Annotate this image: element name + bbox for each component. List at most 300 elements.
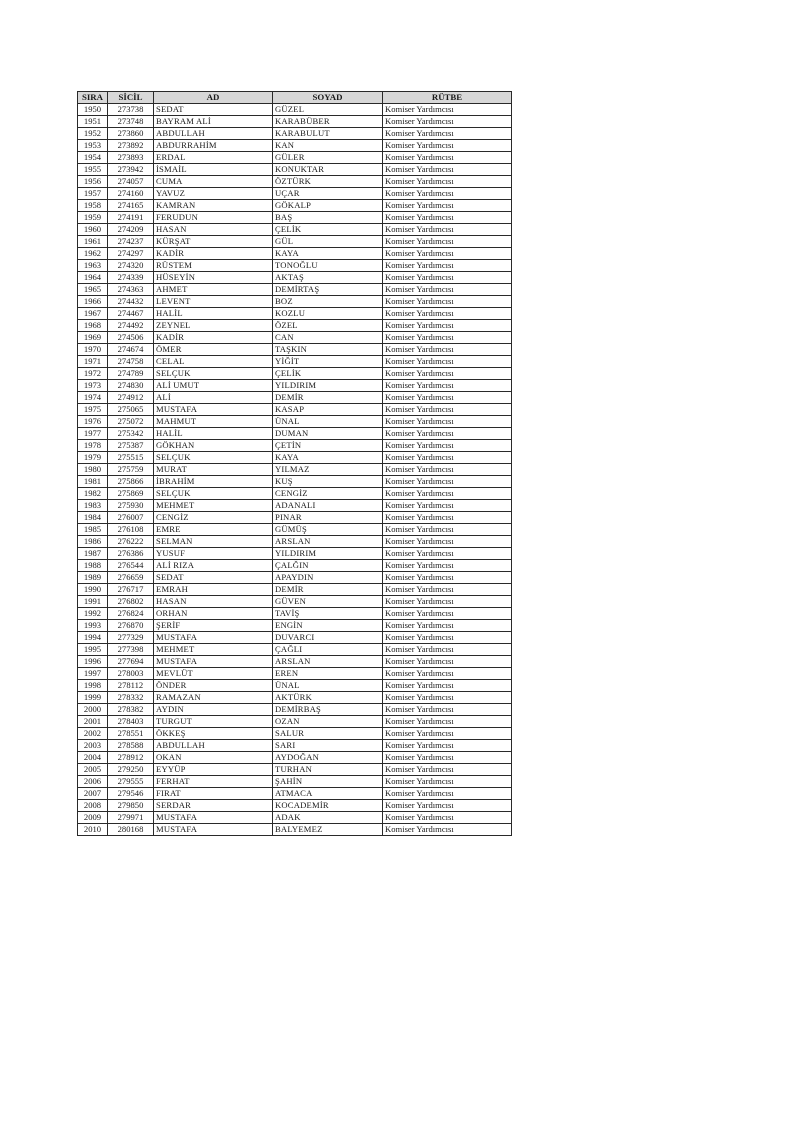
cell-sira: 1985 [78,524,108,536]
cell-ad: LEVENT [154,296,273,308]
cell-sicil: 274160 [108,188,154,200]
cell-ad: HASAN [154,224,273,236]
cell-sicil: 276824 [108,608,154,620]
cell-sira: 1951 [78,116,108,128]
cell-ad: EMRE [154,524,273,536]
cell-rutbe: Komiser Yardımcısı [383,236,512,248]
table-row [78,104,512,116]
cell-sicil: 278912 [108,752,154,764]
cell-ad: KAMRAN [154,200,273,212]
cell-sira: 2002 [78,728,108,740]
cell-soyad: AKTAŞ [273,272,383,284]
cell-soyad: ARSLAN [273,536,383,548]
cell-ad: ORHAN [154,608,273,620]
cell-sicil: 274209 [108,224,154,236]
cell-sira: 2005 [78,764,108,776]
table-row [78,608,512,620]
cell-sira: 1957 [78,188,108,200]
table-row [78,236,512,248]
cell-rutbe: Komiser Yardımcısı [383,188,512,200]
header-row [78,92,512,104]
cell-sicil: 273860 [108,128,154,140]
cell-soyad: DEMİR [273,584,383,596]
cell-rutbe: Komiser Yardımcısı [383,656,512,668]
cell-sicil: 275072 [108,416,154,428]
cell-rutbe: Komiser Yardımcısı [383,260,512,272]
cell-ad: HALİL [154,308,273,320]
cell-sicil: 278403 [108,716,154,728]
cell-rutbe: Komiser Yardımcısı [383,104,512,116]
table-row [78,788,512,800]
cell-sicil: 276802 [108,596,154,608]
cell-soyad: YILDIRIM [273,380,383,392]
table-row [78,764,512,776]
cell-sira: 2004 [78,752,108,764]
cell-ad: SEDAT [154,104,273,116]
cell-rutbe: Komiser Yardımcısı [383,632,512,644]
cell-soyad: ÖZEL [273,320,383,332]
cell-ad: CELAL [154,356,273,368]
cell-rutbe: Komiser Yardımcısı [383,128,512,140]
cell-soyad: ARSLAN [273,656,383,668]
header-rutbe: RÜTBE [383,92,512,104]
cell-ad: ABDULLAH [154,740,273,752]
cell-ad: AYDIN [154,704,273,716]
cell-ad: ÖKKEŞ [154,728,273,740]
cell-rutbe: Komiser Yardımcısı [383,176,512,188]
cell-soyad: SALUR [273,728,383,740]
cell-sicil: 274789 [108,368,154,380]
cell-sicil: 279250 [108,764,154,776]
cell-sicil: 280168 [108,824,154,836]
table-row [78,260,512,272]
cell-rutbe: Komiser Yardımcısı [383,476,512,488]
header-soyad: SOYAD [273,92,383,104]
cell-ad: MURAT [154,464,273,476]
cell-sira: 1984 [78,512,108,524]
cell-soyad: ADANALI [273,500,383,512]
table-row [78,800,512,812]
cell-ad: HÜSEYİN [154,272,273,284]
cell-ad: ŞERİF [154,620,273,632]
table-row [78,152,512,164]
cell-rutbe: Komiser Yardımcısı [383,752,512,764]
cell-ad: KADİR [154,248,273,260]
table-row [78,572,512,584]
cell-sira: 1960 [78,224,108,236]
cell-sira: 1988 [78,560,108,572]
cell-soyad: ÇALĞIN [273,560,383,572]
table-body [78,104,512,836]
cell-ad: HALİL [154,428,273,440]
cell-rutbe: Komiser Yardımcısı [383,704,512,716]
cell-sicil: 273942 [108,164,154,176]
cell-sicil: 274339 [108,272,154,284]
table-row [78,224,512,236]
cell-sira: 1970 [78,344,108,356]
cell-sicil: 275342 [108,428,154,440]
personnel-table [77,91,512,836]
cell-ad: KADİR [154,332,273,344]
cell-sira: 2007 [78,788,108,800]
cell-soyad: GÜVEN [273,596,383,608]
cell-rutbe: Komiser Yardımcısı [383,536,512,548]
cell-ad: HASAN [154,596,273,608]
table-row [78,512,512,524]
cell-sicil: 274492 [108,320,154,332]
table-row [78,704,512,716]
cell-ad: İBRAHİM [154,476,273,488]
cell-sicil: 278003 [108,668,154,680]
cell-rutbe: Komiser Yardımcısı [383,284,512,296]
cell-soyad: ÇETİN [273,440,383,452]
cell-rutbe: Komiser Yardımcısı [383,320,512,332]
cell-ad: ALİ RIZA [154,560,273,572]
table-header [78,92,512,104]
cell-ad: ALİ UMUT [154,380,273,392]
cell-sicil: 274912 [108,392,154,404]
cell-soyad: KUŞ [273,476,383,488]
cell-sira: 1974 [78,392,108,404]
cell-soyad: ŞAHİN [273,776,383,788]
cell-sira: 1999 [78,692,108,704]
cell-sira: 1965 [78,284,108,296]
cell-soyad: KAN [273,140,383,152]
table-row [78,188,512,200]
cell-sira: 1980 [78,464,108,476]
cell-ad: MUSTAFA [154,656,273,668]
cell-rutbe: Komiser Yardımcısı [383,344,512,356]
table-row [78,500,512,512]
cell-sicil: 276108 [108,524,154,536]
cell-ad: EYYÜP [154,764,273,776]
cell-soyad: EREN [273,668,383,680]
table-row [78,248,512,260]
cell-rutbe: Komiser Yardımcısı [383,248,512,260]
cell-rutbe: Komiser Yardımcısı [383,824,512,836]
cell-rutbe: Komiser Yardımcısı [383,152,512,164]
cell-sicil: 274191 [108,212,154,224]
table-row [78,752,512,764]
cell-rutbe: Komiser Yardımcısı [383,740,512,752]
cell-sicil: 273892 [108,140,154,152]
cell-rutbe: Komiser Yardımcısı [383,620,512,632]
cell-ad: MUSTAFA [154,824,273,836]
cell-sira: 1972 [78,368,108,380]
cell-sicil: 278112 [108,680,154,692]
cell-sicil: 273738 [108,104,154,116]
cell-sira: 1958 [78,200,108,212]
table-row [78,272,512,284]
table-row [78,812,512,824]
cell-sira: 1994 [78,632,108,644]
cell-sira: 1979 [78,452,108,464]
cell-soyad: GÖKALP [273,200,383,212]
cell-soyad: ÇAĞLI [273,644,383,656]
cell-sicil: 274297 [108,248,154,260]
cell-sicil: 276007 [108,512,154,524]
cell-rutbe: Komiser Yardımcısı [383,728,512,740]
cell-ad: OKAN [154,752,273,764]
cell-sira: 1963 [78,260,108,272]
cell-soyad: KASAP [273,404,383,416]
cell-rutbe: Komiser Yardımcısı [383,200,512,212]
table-row [78,584,512,596]
table-row [78,128,512,140]
header-sicil: SİCİL [108,92,154,104]
cell-sicil: 274432 [108,296,154,308]
cell-ad: FERUDUN [154,212,273,224]
table-row [78,644,512,656]
cell-sira: 1967 [78,308,108,320]
cell-sicil: 276659 [108,572,154,584]
table-row [78,284,512,296]
cell-sira: 1962 [78,248,108,260]
cell-sira: 1968 [78,320,108,332]
table-row [78,632,512,644]
cell-rutbe: Komiser Yardımcısı [383,224,512,236]
cell-sira: 1997 [78,668,108,680]
cell-sira: 1976 [78,416,108,428]
cell-sicil: 279546 [108,788,154,800]
cell-rutbe: Komiser Yardımcısı [383,524,512,536]
cell-sicil: 275065 [108,404,154,416]
cell-sira: 1975 [78,404,108,416]
table-row [78,428,512,440]
cell-ad: EMRAH [154,584,273,596]
cell-sira: 2001 [78,716,108,728]
header-sira: SIRA [78,92,108,104]
cell-rutbe: Komiser Yardımcısı [383,680,512,692]
cell-sira: 1956 [78,176,108,188]
cell-ad: CUMA [154,176,273,188]
cell-ad: ABDURRAHİM [154,140,273,152]
cell-sira: 2003 [78,740,108,752]
cell-rutbe: Komiser Yardımcısı [383,548,512,560]
cell-ad: SERDAR [154,800,273,812]
cell-soyad: YILDIRIM [273,548,383,560]
cell-sicil: 279555 [108,776,154,788]
cell-soyad: KOCADEMİR [273,800,383,812]
cell-sira: 2000 [78,704,108,716]
cell-ad: MEVLÜT [154,668,273,680]
cell-sira: 2008 [78,800,108,812]
cell-ad: İSMAİL [154,164,273,176]
cell-ad: ALİ [154,392,273,404]
table-row [78,452,512,464]
cell-rutbe: Komiser Yardımcısı [383,596,512,608]
cell-rutbe: Komiser Yardımcısı [383,584,512,596]
cell-sira: 1981 [78,476,108,488]
table-row [78,824,512,836]
cell-sira: 1966 [78,296,108,308]
cell-sicil: 277329 [108,632,154,644]
cell-rutbe: Komiser Yardımcısı [383,800,512,812]
cell-rutbe: Komiser Yardımcısı [383,296,512,308]
cell-rutbe: Komiser Yardımcısı [383,140,512,152]
table-row [78,548,512,560]
cell-sicil: 279850 [108,800,154,812]
cell-soyad: TURHAN [273,764,383,776]
cell-ad: YUSUF [154,548,273,560]
cell-sicil: 274467 [108,308,154,320]
cell-sira: 1964 [78,272,108,284]
cell-soyad: ATMACA [273,788,383,800]
table-row [78,716,512,728]
cell-sicil: 276870 [108,620,154,632]
table-row [78,740,512,752]
table-row [78,728,512,740]
cell-soyad: DEMİRBAŞ [273,704,383,716]
cell-sira: 1953 [78,140,108,152]
cell-sicil: 275759 [108,464,154,476]
cell-soyad: APAYDIN [273,572,383,584]
cell-rutbe: Komiser Yardımcısı [383,404,512,416]
cell-ad: SELÇUK [154,488,273,500]
cell-ad: MEHMET [154,644,273,656]
cell-soyad: BAŞ [273,212,383,224]
cell-soyad: ADAK [273,812,383,824]
cell-soyad: DUMAN [273,428,383,440]
cell-sira: 2006 [78,776,108,788]
cell-sira: 1998 [78,680,108,692]
cell-rutbe: Komiser Yardımcısı [383,380,512,392]
table-row [78,524,512,536]
cell-rutbe: Komiser Yardımcısı [383,164,512,176]
cell-ad: BAYRAM ALİ [154,116,273,128]
cell-sira: 1955 [78,164,108,176]
cell-sicil: 274237 [108,236,154,248]
cell-ad: ERDAL [154,152,273,164]
cell-sicil: 277398 [108,644,154,656]
table-row [78,776,512,788]
cell-rutbe: Komiser Yardımcısı [383,452,512,464]
cell-rutbe: Komiser Yardımcısı [383,368,512,380]
cell-soyad: AYDOĞAN [273,752,383,764]
cell-sicil: 279971 [108,812,154,824]
cell-sira: 1971 [78,356,108,368]
cell-rutbe: Komiser Yardımcısı [383,464,512,476]
cell-sicil: 274165 [108,200,154,212]
cell-soyad: TONOĞLU [273,260,383,272]
cell-rutbe: Komiser Yardımcısı [383,356,512,368]
cell-ad: FIRAT [154,788,273,800]
cell-soyad: DUVARCI [273,632,383,644]
cell-soyad: KONUKTAR [273,164,383,176]
cell-sira: 1977 [78,428,108,440]
cell-sicil: 276544 [108,560,154,572]
cell-ad: SELÇUK [154,368,273,380]
cell-sira: 1950 [78,104,108,116]
cell-rutbe: Komiser Yardımcısı [383,308,512,320]
cell-sicil: 278588 [108,740,154,752]
cell-soyad: YILMAZ [273,464,383,476]
cell-rutbe: Komiser Yardımcısı [383,764,512,776]
cell-rutbe: Komiser Yardımcısı [383,488,512,500]
cell-ad: AHMET [154,284,273,296]
cell-rutbe: Komiser Yardımcısı [383,392,512,404]
cell-rutbe: Komiser Yardımcısı [383,416,512,428]
cell-sicil: 276717 [108,584,154,596]
table-row [78,596,512,608]
table-row [78,416,512,428]
cell-sicil: 275869 [108,488,154,500]
cell-soyad: ENGİN [273,620,383,632]
cell-soyad: OZAN [273,716,383,728]
cell-soyad: ÜNAL [273,416,383,428]
cell-sira: 2010 [78,824,108,836]
cell-sicil: 274363 [108,284,154,296]
cell-sira: 1992 [78,608,108,620]
table-row [78,380,512,392]
cell-sicil: 273893 [108,152,154,164]
cell-sicil: 278382 [108,704,154,716]
table-row [78,200,512,212]
cell-soyad: CAN [273,332,383,344]
cell-sira: 1982 [78,488,108,500]
cell-sira: 1983 [78,500,108,512]
table-row [78,440,512,452]
cell-ad: ABDULLAH [154,128,273,140]
table-row [78,536,512,548]
cell-ad: ÖMER [154,344,273,356]
cell-sicil: 275387 [108,440,154,452]
cell-ad: ZEYNEL [154,320,273,332]
cell-soyad: SARI [273,740,383,752]
cell-ad: FERHAT [154,776,273,788]
cell-soyad: TAVİŞ [273,608,383,620]
cell-sicil: 275930 [108,500,154,512]
cell-soyad: GÜMÜŞ [273,524,383,536]
cell-sicil: 275515 [108,452,154,464]
table-row [78,476,512,488]
cell-sicil: 274674 [108,344,154,356]
cell-rutbe: Komiser Yardımcısı [383,440,512,452]
cell-ad: ÖNDER [154,680,273,692]
cell-soyad: CENGİZ [273,488,383,500]
cell-sira: 1961 [78,236,108,248]
cell-sira: 1996 [78,656,108,668]
cell-rutbe: Komiser Yardımcısı [383,572,512,584]
cell-sira: 1978 [78,440,108,452]
cell-ad: CENGİZ [154,512,273,524]
cell-ad: RÜSTEM [154,260,273,272]
cell-sira: 1969 [78,332,108,344]
cell-ad: MEHMET [154,500,273,512]
cell-sicil: 273748 [108,116,154,128]
cell-sira: 1959 [78,212,108,224]
cell-ad: SELMAN [154,536,273,548]
cell-rutbe: Komiser Yardımcısı [383,272,512,284]
cell-soyad: ÇELİK [273,224,383,236]
cell-rutbe: Komiser Yardımcısı [383,644,512,656]
cell-rutbe: Komiser Yardımcısı [383,560,512,572]
cell-soyad: BOZ [273,296,383,308]
table-row [78,392,512,404]
table-row [78,116,512,128]
table-row [78,680,512,692]
cell-rutbe: Komiser Yardımcısı [383,716,512,728]
cell-sira: 1995 [78,644,108,656]
table-row [78,320,512,332]
cell-sicil: 276222 [108,536,154,548]
table-row [78,332,512,344]
cell-soyad: ÜNAL [273,680,383,692]
table-row [78,212,512,224]
cell-rutbe: Komiser Yardımcısı [383,116,512,128]
table-row [78,296,512,308]
cell-ad: TURGUT [154,716,273,728]
